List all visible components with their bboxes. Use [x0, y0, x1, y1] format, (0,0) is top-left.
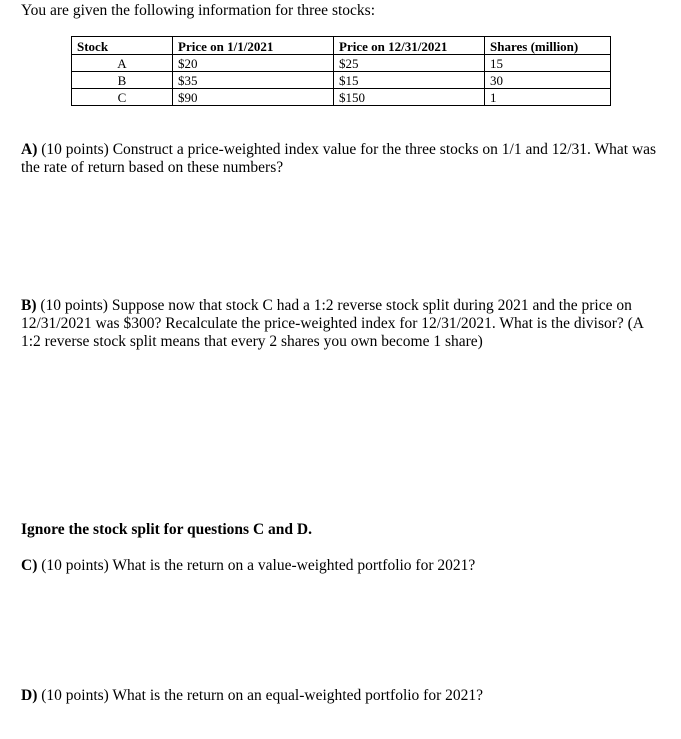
question-c-text: (10 points) What is the return on a value-weighted portfolio for 2021?	[41, 557, 476, 574]
question-b-label: B)	[21, 297, 37, 314]
cell-shares: 30	[485, 72, 611, 89]
stock-table	[71, 36, 611, 106]
question-a-text: (10 points) Construct a price-weighted index value for the three stocks on 1/1 and 12/31. What was the rate of return based on these numbers?	[21, 141, 657, 176]
question-a-label: A)	[21, 141, 38, 158]
question-d-text: (10 points) What is the return on an equal-weighted portfolio for 2021?	[41, 687, 484, 704]
cell-price-start: $90	[173, 89, 334, 106]
question-c	[21, 557, 661, 575]
header-shares: Shares (million)	[485, 37, 611, 55]
header-price-start: Price on 1/1/2021	[173, 37, 334, 55]
question-c-label: C)	[21, 557, 38, 574]
cell-stock: B	[72, 72, 173, 89]
question-d-label: D)	[21, 687, 38, 704]
table-header-row	[72, 37, 611, 55]
cell-price-end: $150	[334, 89, 485, 106]
cell-stock: A	[72, 55, 173, 72]
intro-text: You are given the following information for three stocks:	[21, 2, 375, 19]
question-d	[21, 687, 661, 705]
cell-stock: C	[72, 89, 173, 106]
split-note: Ignore the stock split for questions C and D.	[21, 521, 312, 538]
table-row	[72, 72, 611, 89]
table-row	[72, 89, 611, 106]
cell-price-start: $20	[173, 55, 334, 72]
question-b	[21, 297, 661, 351]
question-b-text: (10 points) Suppose now that stock C had a 1:2 reverse stock split during 2021 and the price on 12/31/2021 was $300? Recalculate the price-weighted index for 12/31/2021. What is the divisor? (A 1:2 reverse stock split means that every 2 shares you own become 1 share)	[21, 297, 644, 350]
cell-price-start: $35	[173, 72, 334, 89]
table-row	[72, 55, 611, 72]
header-stock: Stock	[72, 37, 173, 55]
question-a	[21, 141, 661, 177]
cell-shares: 1	[485, 89, 611, 106]
cell-price-end: $25	[334, 55, 485, 72]
header-price-end: Price on 12/31/2021	[334, 37, 485, 55]
cell-shares: 15	[485, 55, 611, 72]
cell-price-end: $15	[334, 72, 485, 89]
